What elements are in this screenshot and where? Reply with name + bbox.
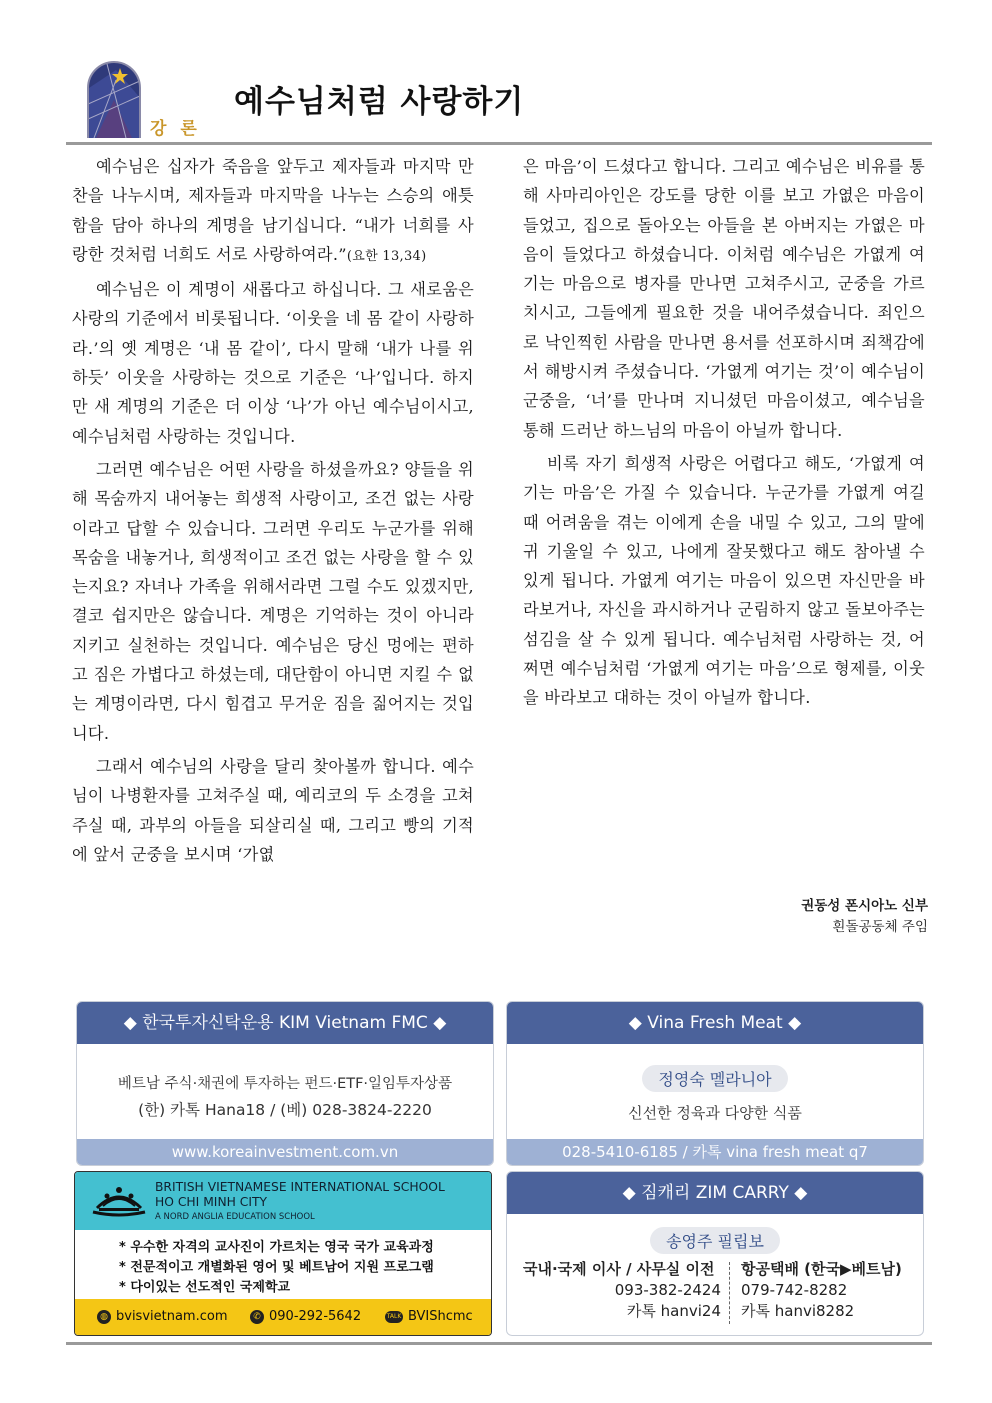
phone-link[interactable]: ✆ 090-292-5642 [250,1309,361,1324]
school-crest-icon [89,1182,149,1220]
ad-person-badge: 정영숙 멜라니아 [642,1065,787,1092]
ad-description: 베트남 주식·채권에 투자하는 펀드·ETF·일임투자상품 [117,1076,453,1092]
ad-contact-bar [75,1299,491,1335]
ad-bvis-school[interactable] [74,1171,492,1336]
footer-divider [66,1342,932,1345]
ad-vina-fresh-meat[interactable] [506,1001,924,1166]
ad-feature-list [119,1238,434,1298]
article-left-column [72,152,474,873]
list-item: * 다이있는 선도적인 국제학교 [119,1280,291,1295]
article-paragraph: 예수님은 십자가 죽음을 앞두고 제자들과 마지막 만찬을 나누시며, 제자들과 마지막을 나누는 스승의 애틋함을 담아 하나의 계명을 남기십니다. “내가 너희를 사랑한 것처럼 너희도 서로 사랑하여라.”(요한 13,34) [72,157,474,264]
author-role: 흰돌공동체 주임 [832,919,928,935]
phone-icon: ✆ [250,1310,264,1324]
globe-icon: ◍ [97,1310,111,1324]
phone-number: 079-742-8282 [741,1281,848,1299]
website-link[interactable]: ◍ bvisvietnam.com [97,1309,228,1324]
kakaotalk-id: 카톡 hanvi8282 [741,1302,855,1320]
article-paragraph: 예수님은 이 계명이 새롭다고 하십니다. 그 새로움은 사랑의 기준에서 비롯됩니다. ‘이웃을 네 몸 같이 사랑하라.’의 옛 계명은 ‘내 몸 같이’, 다시 말해 ‘내가 나를 위하듯’ 이웃을 사랑하는 것으로 기준은 ‘나’입니다. 하지만 새 계명의 기준은 더 이상 ‘나’가 아닌 예수님이시고, 예수님처럼 사랑하는 것입니다. [72,280,474,446]
bible-citation: (요한 13,34) [346,248,427,264]
article-paragraph: 그러면 예수님은 어떤 사랑을 하셨을까요? 양들을 위해 목숨까지 내어놓는 희생적 사랑이고, 조건 없는 사랑이라고 답할 수 있습니다. 그러면 우리도 누군가를 위해 목숨을 내놓거나, 희생적이고 조건 없는 사랑을 할 수 있는지요? 자녀나 가족을 위해서라면 그럴 수도 있겠지만, 결코 쉽지만은 않습니다. 계명은 기억하는 것이 아니라 지키고 실천하는 것입니다. 예수님은 당신 멍에는 편하고 짐은 가볍다고 하셨는데, 대단함이 아니면 지킬 수 없는 계명이라면, 다시 힘겹고 무거운 짐을 짊어지는 것입니다. [72,459,474,743]
ad-website-link[interactable]: www.koreainvestment.com.vn [77,1139,493,1165]
ad-title: ◆ 짐캐리 ZIM CARRY ◆ [507,1172,923,1214]
header-divider [66,142,932,145]
stained-glass-window-icon [86,60,142,138]
list-item: * 우수한 자격의 교사진이 가르치는 영국 국가 교육과정 [119,1240,434,1255]
article-right-column [523,152,925,717]
article-paragraph: 은 마음’이 드셨다고 합니다. 그리고 예수님은 비유를 통해 사마리아인은 강도를 당한 이를 보고 가엾은 마음이 들었고, 집으로 돌아오는 아들을 본 아버지는 가엾은 마음이 들었다고 하셨습니다. 이처럼 예수님은 가엾게 여기는 마음으로 병자를 만나면 고쳐주시고, 군중을 가르치시고, 그들에게 필요한 것을 내어주셨습니다. 죄인으로 낙인찍힌 사람을 만나면 용서를 선포하시며 죄책감에서 해방시켜 주셨습니다. ‘가엾게 여기는 것’이 예수님이 군중을, ‘너’를 만나며 지니셨던 마음이셨고, 예수님을 통해 드러난 하느님의 마음이 아닐까 합니다. [523,157,925,440]
ad-description: 신선한 정육과 다양한 식품 [628,1104,802,1122]
kakaotalk-id: 카톡 hanvi24 [626,1302,721,1320]
ad-contact-bar: 028-5410-6185 / 카톡 vina fresh meat q7 [507,1139,923,1165]
author-signature [801,896,928,938]
ad-zim-carry[interactable] [506,1171,924,1336]
ad-kim-vietnam[interactable] [76,1001,494,1166]
ad-contact: (한) 카톡 Hana18 / (베) 028-3824-2220 [138,1101,432,1119]
ad-school-banner [75,1172,491,1230]
article-paragraph: 비록 자기 희생적 사랑은 어렵다고 해도, ‘가엾게 여기는 마음’은 가질 수 있습니다. 누군가를 가엾게 여길 때 어려움을 겪는 이에게 손을 내밀 수 있고, 그의 말에 귀 기울일 수 있고, 나에게 잘못했다고 해도 참아낼 수 있게 됩니다. 가엾게 여기는 마음이 있으면 자신만을 바라보거나, 자신을 과시하거나 군림하지 않고 돌보아주는 섬김을 살 수 있게 됩니다. 예수님처럼 사랑하는 것, 어쩌면 예수님처럼 ‘가엾게 여기는 마음’으로 형제를, 이웃을 바라보고 대하는 것이 아닐까 합니다. [523,453,925,708]
ad-title: ◆ 한국투자신탁운용 KIM Vietnam FMC ◆ [77,1002,493,1044]
kakaotalk-icon: TALK [385,1311,403,1323]
list-item: * 전문적이고 개별화된 영어 및 베트남어 지원 프로그램 [119,1260,434,1275]
school-name: BRITISH VIETNAMESE INTERNATIONAL SCHOOL HO CHI MINH CITY A NORD ANGLIA EDUCATION SCHOOL [155,1180,445,1222]
phone-number: 093-382-2424 [614,1281,721,1299]
page-title: 예수님처럼 사랑하기 [234,84,525,120]
page-header [66,56,932,144]
moving-service-info: 국내·국제 이사 / 사무실 이전 093-382-2424 카톡 hanvi24 [523,1260,721,1320]
column-divider [729,1262,730,1324]
air-courier-info: 항공택배 (한국▶베트남) 079-742-8282 카톡 hanvi8282 [741,1259,921,1322]
author-name: 권동성 폰시아노 신부 [801,898,928,914]
kakaotalk-link[interactable]: TALK BVIShcmc [386,1309,473,1324]
ad-person-badge: 송영주 필립보 [650,1227,780,1254]
section-label: 강 론 [150,119,201,139]
article-paragraph: 그래서 예수님의 사랑을 달리 찾아볼까 합니다. 예수님이 나병환자를 고쳐주실 때, 예리코의 두 소경을 고쳐주실 때, 과부의 아들을 되살리실 때, 그리고 빵의 기적에 앞서 군중을 보시며 ‘가엾 [72,756,474,864]
ad-title: ◆ Vina Fresh Meat ◆ [507,1002,923,1044]
